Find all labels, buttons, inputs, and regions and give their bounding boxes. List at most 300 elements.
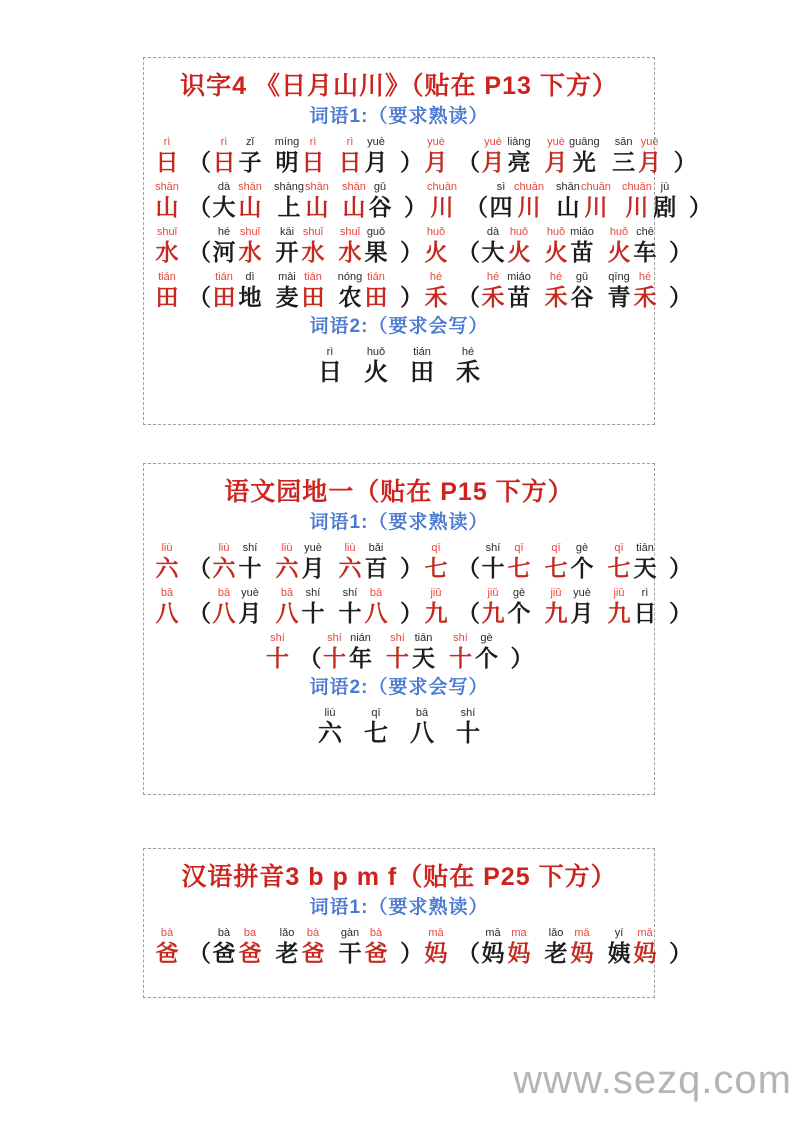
watermark: www.sezq.com xyxy=(513,1058,792,1102)
pinyin-label: sì xyxy=(496,181,506,193)
syllable xyxy=(632,225,658,266)
pinyin-label xyxy=(198,541,201,555)
syllable xyxy=(606,541,632,582)
hanzi-char: 六 xyxy=(155,555,179,581)
hanzi-char: ） xyxy=(400,600,423,626)
syllable xyxy=(632,541,658,582)
pinyin-label: tiān xyxy=(636,542,654,554)
pinyin-label xyxy=(198,135,201,149)
pinyin-label: tián xyxy=(413,346,431,358)
pinyin-label: yuè xyxy=(304,542,322,554)
syllable xyxy=(488,180,514,221)
syllable xyxy=(474,631,500,672)
open-paren xyxy=(457,586,480,627)
pinyin-label: liù xyxy=(161,542,173,554)
pinyin-label xyxy=(520,631,523,645)
vocab-word xyxy=(555,180,611,221)
pinyin-label xyxy=(699,180,702,194)
hanzi-char: 七 xyxy=(424,555,448,581)
syllable xyxy=(300,270,326,311)
word-group xyxy=(154,926,423,967)
requirement-label-write: 词语2:（要求会写） xyxy=(309,677,489,698)
vocab-word xyxy=(480,270,532,311)
pinyin-label: gè xyxy=(480,632,493,644)
vocab-word xyxy=(611,135,663,176)
hanzi-char: （ xyxy=(188,600,211,626)
hanzi-char: 火 xyxy=(544,239,568,265)
vocab-word xyxy=(480,926,532,967)
hanzi-char: ） xyxy=(669,555,692,581)
word-group xyxy=(423,135,697,176)
syllable xyxy=(337,225,363,266)
close-paren xyxy=(404,180,427,221)
syllable xyxy=(211,270,237,311)
vocab-word xyxy=(274,926,326,967)
syllable xyxy=(211,135,237,176)
hanzi-char: 八 xyxy=(212,600,236,626)
pinyin-label: yuè xyxy=(241,587,259,599)
open-paren xyxy=(457,225,480,266)
pinyin-label xyxy=(467,586,470,600)
pinyin-label xyxy=(198,180,201,194)
vocab-card xyxy=(143,463,692,795)
hanzi-char: 七 xyxy=(544,555,568,581)
pinyin-label: qī xyxy=(431,542,441,554)
pinyin-label: liù xyxy=(281,542,293,554)
syllable xyxy=(363,225,389,266)
syllable xyxy=(237,270,263,311)
syllable xyxy=(274,270,300,311)
hanzi-char: 九 xyxy=(481,600,505,626)
pinyin-label: rì xyxy=(346,136,354,148)
pinyin-label: huǒ xyxy=(609,226,629,238)
pinyin-label: shí xyxy=(460,707,476,719)
hanzi-char: 八 xyxy=(275,600,299,626)
hanzi-char: （ xyxy=(457,940,480,966)
vocab-card xyxy=(143,57,712,425)
pinyin-label: miáo xyxy=(507,271,531,283)
close-paren xyxy=(400,926,423,967)
hanzi-char: 老 xyxy=(544,940,568,966)
hanzi-char: 上 xyxy=(277,194,301,220)
pinyin-label: shí xyxy=(270,632,285,644)
syllable xyxy=(300,225,326,266)
hanzi-char: 六 xyxy=(275,555,299,581)
vocab-word xyxy=(488,180,544,221)
syllable xyxy=(514,180,544,221)
pinyin-label: lǎo xyxy=(548,927,564,939)
hanzi-char: 月 xyxy=(424,149,448,175)
write-syllable xyxy=(455,706,481,747)
hanzi-char: 田 xyxy=(301,284,325,310)
word-group xyxy=(265,631,534,672)
vocab-word xyxy=(480,135,532,176)
hanzi-char: 青 xyxy=(607,284,631,310)
pinyin-label: liù xyxy=(218,542,230,554)
hanzi-char: 七 xyxy=(607,555,631,581)
hanzi-char: ） xyxy=(403,194,427,220)
headword xyxy=(423,586,449,627)
pinyin-label: jù xyxy=(660,181,670,193)
syllable xyxy=(337,541,363,582)
pinyin-label: shuǐ xyxy=(302,226,324,238)
hanzi-char: 山 xyxy=(556,194,580,220)
pinyin-label: qī xyxy=(371,707,381,719)
syllable xyxy=(480,926,506,967)
pinyin-label: zǐ xyxy=(246,136,254,148)
write-syllable xyxy=(317,706,343,747)
hanzi-char: ） xyxy=(510,645,534,671)
hanzi-char: 九 xyxy=(607,600,631,626)
hanzi-char: 日 xyxy=(212,149,236,175)
pinyin-label: dì xyxy=(245,271,255,283)
pinyin-label: shí xyxy=(242,542,258,554)
syllable xyxy=(363,586,389,627)
hanzi-char: 火 xyxy=(607,239,631,265)
syllable xyxy=(606,225,632,266)
hanzi-char: 个 xyxy=(475,645,498,671)
pinyin-label: bā xyxy=(369,587,383,599)
hanzi-char: 山 xyxy=(305,194,329,220)
pinyin-label: shí xyxy=(485,542,501,554)
hanzi-char: 苗 xyxy=(507,284,531,310)
pinyin-label: qī xyxy=(514,542,524,554)
pinyin-label: hé xyxy=(549,271,563,283)
syllable xyxy=(274,541,300,582)
hanzi-char: 七 xyxy=(364,720,388,747)
syllable xyxy=(480,135,506,176)
close-paren xyxy=(669,541,692,582)
hanzi-char: 七 xyxy=(507,555,531,581)
syllable xyxy=(211,541,237,582)
pinyin-label xyxy=(410,541,413,555)
vocab-word xyxy=(385,631,437,672)
pinyin-label: gǔ xyxy=(575,271,589,283)
hanzi-char: 大 xyxy=(481,239,505,265)
open-paren xyxy=(457,270,480,311)
vocab-word xyxy=(211,926,263,967)
pinyin-label xyxy=(198,270,201,284)
syllable xyxy=(506,926,532,967)
open-paren xyxy=(457,135,480,176)
hanzi-char: 六 xyxy=(212,555,236,581)
syllable xyxy=(480,270,506,311)
hanzi-char: 川 xyxy=(517,194,541,220)
pinyin-label: shān xyxy=(155,181,179,193)
pinyin-label: bā xyxy=(217,587,231,599)
hanzi-char: ） xyxy=(400,940,423,966)
hanzi-char: 麦 xyxy=(275,284,299,310)
pinyin-label: rì xyxy=(163,136,171,148)
hanzi-char: 月 xyxy=(481,149,505,175)
syllable xyxy=(611,135,637,176)
pinyin-label: tián xyxy=(158,271,176,283)
close-paren xyxy=(400,270,423,311)
hanzi-char: 禾 xyxy=(544,284,568,310)
headword xyxy=(427,180,457,221)
hanzi-char: ） xyxy=(669,239,692,265)
hanzi-char: 河 xyxy=(212,239,236,265)
syllable xyxy=(637,135,663,176)
syllable xyxy=(652,180,678,221)
pinyin-label: mā xyxy=(428,927,444,939)
pinyin-label: bà xyxy=(306,927,320,939)
hanzi-char: 天 xyxy=(412,645,435,671)
vocab-rows xyxy=(144,135,712,311)
pinyin-label xyxy=(467,270,470,284)
syllable xyxy=(506,586,532,627)
vocab-word xyxy=(211,586,263,627)
hanzi-char: 妈 xyxy=(633,940,657,966)
pinyin-label: sān xyxy=(614,136,633,148)
hanzi-char: 爸 xyxy=(212,940,236,966)
pinyin-label: gè xyxy=(575,542,589,554)
pinyin-label: rì xyxy=(326,346,334,358)
syllable xyxy=(632,586,658,627)
pinyin-label xyxy=(198,225,201,239)
hanzi-char: 日 xyxy=(633,600,657,626)
pinyin-label: liù xyxy=(324,707,336,719)
pinyin-label: shuǐ xyxy=(339,226,361,238)
vocab-word xyxy=(337,225,389,266)
pinyin-label: guǒ xyxy=(366,226,386,238)
open-paren xyxy=(188,541,211,582)
hanzi-char: 妈 xyxy=(507,940,531,966)
pinyin-label: tián xyxy=(215,271,233,283)
close-paren xyxy=(669,926,692,967)
pinyin-label xyxy=(679,270,682,284)
vocab-word xyxy=(480,541,532,582)
close-paren xyxy=(669,586,692,627)
hanzi-char: 田 xyxy=(410,359,434,386)
pinyin-label: shí xyxy=(390,632,405,644)
pinyin-label: shàng xyxy=(274,181,304,193)
vocab-word xyxy=(606,270,658,311)
hanzi-char: 爸 xyxy=(301,940,325,966)
pinyin-label: bǎi xyxy=(368,542,384,554)
syllable xyxy=(543,541,569,582)
pinyin-label xyxy=(679,225,682,239)
pinyin-label xyxy=(467,926,470,940)
headword xyxy=(423,225,449,266)
hanzi-char: 火 xyxy=(424,239,448,265)
hanzi-char: （ xyxy=(188,194,211,220)
hanzi-char: 禾 xyxy=(456,359,480,386)
hanzi-char: 九 xyxy=(424,600,448,626)
pinyin-label: hé xyxy=(217,226,231,238)
syllable xyxy=(632,926,658,967)
pinyin-label: shuǐ xyxy=(239,226,261,238)
vocab-card xyxy=(143,848,692,998)
hanzi-char: 爸 xyxy=(238,940,262,966)
syllable xyxy=(480,225,506,266)
hanzi-char: 日 xyxy=(301,149,325,175)
hanzi-char: （ xyxy=(188,940,211,966)
pinyin-label: ba xyxy=(243,927,257,939)
hanzi-char: 六 xyxy=(318,720,342,747)
pinyin-label: míng xyxy=(274,136,300,148)
syllable xyxy=(337,270,363,311)
pinyin-label: shí xyxy=(305,587,321,599)
syllable xyxy=(543,270,569,311)
hanzi-char: 十 xyxy=(338,600,362,626)
pinyin-label: bā xyxy=(415,707,429,719)
word-group xyxy=(154,541,423,582)
syllable xyxy=(211,926,237,967)
pinyin-label: mā xyxy=(637,927,653,939)
vocab-word xyxy=(448,631,500,672)
pinyin-label xyxy=(679,541,682,555)
syllable xyxy=(385,631,411,672)
pinyin-label: kāi xyxy=(279,226,295,238)
hanzi-char: 干 xyxy=(338,940,362,966)
syllable xyxy=(448,631,474,672)
vocab-row xyxy=(144,270,692,311)
vocab-word xyxy=(622,180,678,221)
syllable xyxy=(411,631,437,672)
pinyin-label xyxy=(410,926,413,940)
syllable xyxy=(211,225,237,266)
pinyin-label: yuè xyxy=(640,136,659,148)
hanzi-char: （ xyxy=(457,239,480,265)
syllable xyxy=(506,541,532,582)
pinyin-label xyxy=(414,180,417,194)
pinyin-label: jiǔ xyxy=(487,587,499,599)
hanzi-char: 十 xyxy=(449,645,472,671)
pinyin-label: bā xyxy=(160,587,174,599)
syllable xyxy=(569,225,595,266)
word-group xyxy=(423,225,692,266)
hanzi-char: （ xyxy=(457,600,480,626)
vocab-row xyxy=(144,180,712,221)
hanzi-char: （ xyxy=(188,239,211,265)
pinyin-label xyxy=(475,180,478,194)
word-group xyxy=(423,586,692,627)
hanzi-char: （ xyxy=(188,555,211,581)
hanzi-char: 大 xyxy=(212,194,236,220)
hanzi-char: 苗 xyxy=(570,239,594,265)
pinyin-label: huǒ xyxy=(546,226,566,238)
hanzi-char: 月 xyxy=(301,555,325,581)
vocab-word xyxy=(543,541,595,582)
pinyin-label: hé xyxy=(486,271,500,283)
hanzi-char: 剧 xyxy=(653,194,677,220)
hanzi-char: 四 xyxy=(489,194,513,220)
pinyin-label: miáo xyxy=(570,226,594,238)
requirement-label-read: 词语1:（要求熟读） xyxy=(309,897,489,918)
syllable xyxy=(506,135,532,176)
hanzi-char: 十 xyxy=(301,600,325,626)
pinyin-label: chuān xyxy=(580,181,611,193)
hanzi-char: 火 xyxy=(507,239,531,265)
syllable xyxy=(274,225,300,266)
vocab-word xyxy=(480,225,532,266)
hanzi-char: 八 xyxy=(155,600,179,626)
hanzi-char: 十 xyxy=(481,555,505,581)
hanzi-char: 山 xyxy=(238,194,262,220)
vocab-word xyxy=(606,225,658,266)
syllable xyxy=(543,225,569,266)
hanzi-char: 日 xyxy=(338,149,362,175)
close-paren xyxy=(669,270,692,311)
pinyin-label: mā xyxy=(485,927,501,939)
pinyin-label: gè xyxy=(512,587,526,599)
word-group xyxy=(427,180,712,221)
pinyin-label: jiǔ xyxy=(430,587,442,599)
word-group xyxy=(154,135,423,176)
pinyin-label: guāng xyxy=(569,136,600,148)
syllable xyxy=(480,541,506,582)
hanzi-char: 月 xyxy=(570,600,594,626)
hanzi-char: 果 xyxy=(364,239,388,265)
syllable xyxy=(274,135,300,176)
vocab-word xyxy=(274,586,326,627)
hanzi-char: 亮 xyxy=(507,149,531,175)
pinyin-label xyxy=(198,586,201,600)
hanzi-char: 明 xyxy=(275,149,299,175)
pinyin-label xyxy=(467,135,470,149)
hanzi-char: （ xyxy=(188,149,211,175)
open-paren xyxy=(465,180,488,221)
hanzi-char: 百 xyxy=(364,555,388,581)
headword xyxy=(154,586,180,627)
syllable xyxy=(363,926,389,967)
hanzi-char: 个 xyxy=(507,600,531,626)
hanzi-char: 田 xyxy=(212,284,236,310)
syllable xyxy=(237,586,263,627)
pinyin-label: yí xyxy=(614,927,624,939)
vocab-word xyxy=(322,631,374,672)
open-paren xyxy=(457,926,480,967)
hanzi-char: 九 xyxy=(544,600,568,626)
pinyin-label: shān xyxy=(556,181,580,193)
hanzi-char: 川 xyxy=(430,194,454,220)
hanzi-char: 姨 xyxy=(607,940,631,966)
vocab-word xyxy=(480,586,532,627)
close-paren xyxy=(400,541,423,582)
hanzi-char: 十 xyxy=(386,645,409,671)
open-paren xyxy=(188,225,211,266)
hanzi-char: ） xyxy=(669,284,692,310)
hanzi-char: （ xyxy=(464,194,488,220)
close-paren xyxy=(400,586,423,627)
headword xyxy=(154,225,180,266)
hanzi-char: 水 xyxy=(155,239,179,265)
headword xyxy=(423,541,449,582)
vocab-word xyxy=(341,180,393,221)
pinyin-label: qīng xyxy=(608,271,630,283)
syllable xyxy=(606,586,632,627)
syllable xyxy=(322,631,348,672)
hanzi-char: 川 xyxy=(584,194,608,220)
hanzi-char: ） xyxy=(688,194,712,220)
headword xyxy=(265,631,291,672)
hanzi-char: 月 xyxy=(364,149,388,175)
pinyin-label: bà xyxy=(217,927,231,939)
close-paren xyxy=(511,631,534,672)
pinyin-label: hé xyxy=(429,271,443,283)
pinyin-label: bà xyxy=(369,927,383,939)
syllable xyxy=(543,586,569,627)
syllable xyxy=(274,926,300,967)
hanzi-char: 妈 xyxy=(424,940,448,966)
hanzi-char: 十 xyxy=(238,555,262,581)
pinyin-label: rì xyxy=(220,136,228,148)
syllable xyxy=(555,180,581,221)
syllable xyxy=(337,586,363,627)
hanzi-char: （ xyxy=(188,284,211,310)
vocab-word xyxy=(337,135,389,176)
